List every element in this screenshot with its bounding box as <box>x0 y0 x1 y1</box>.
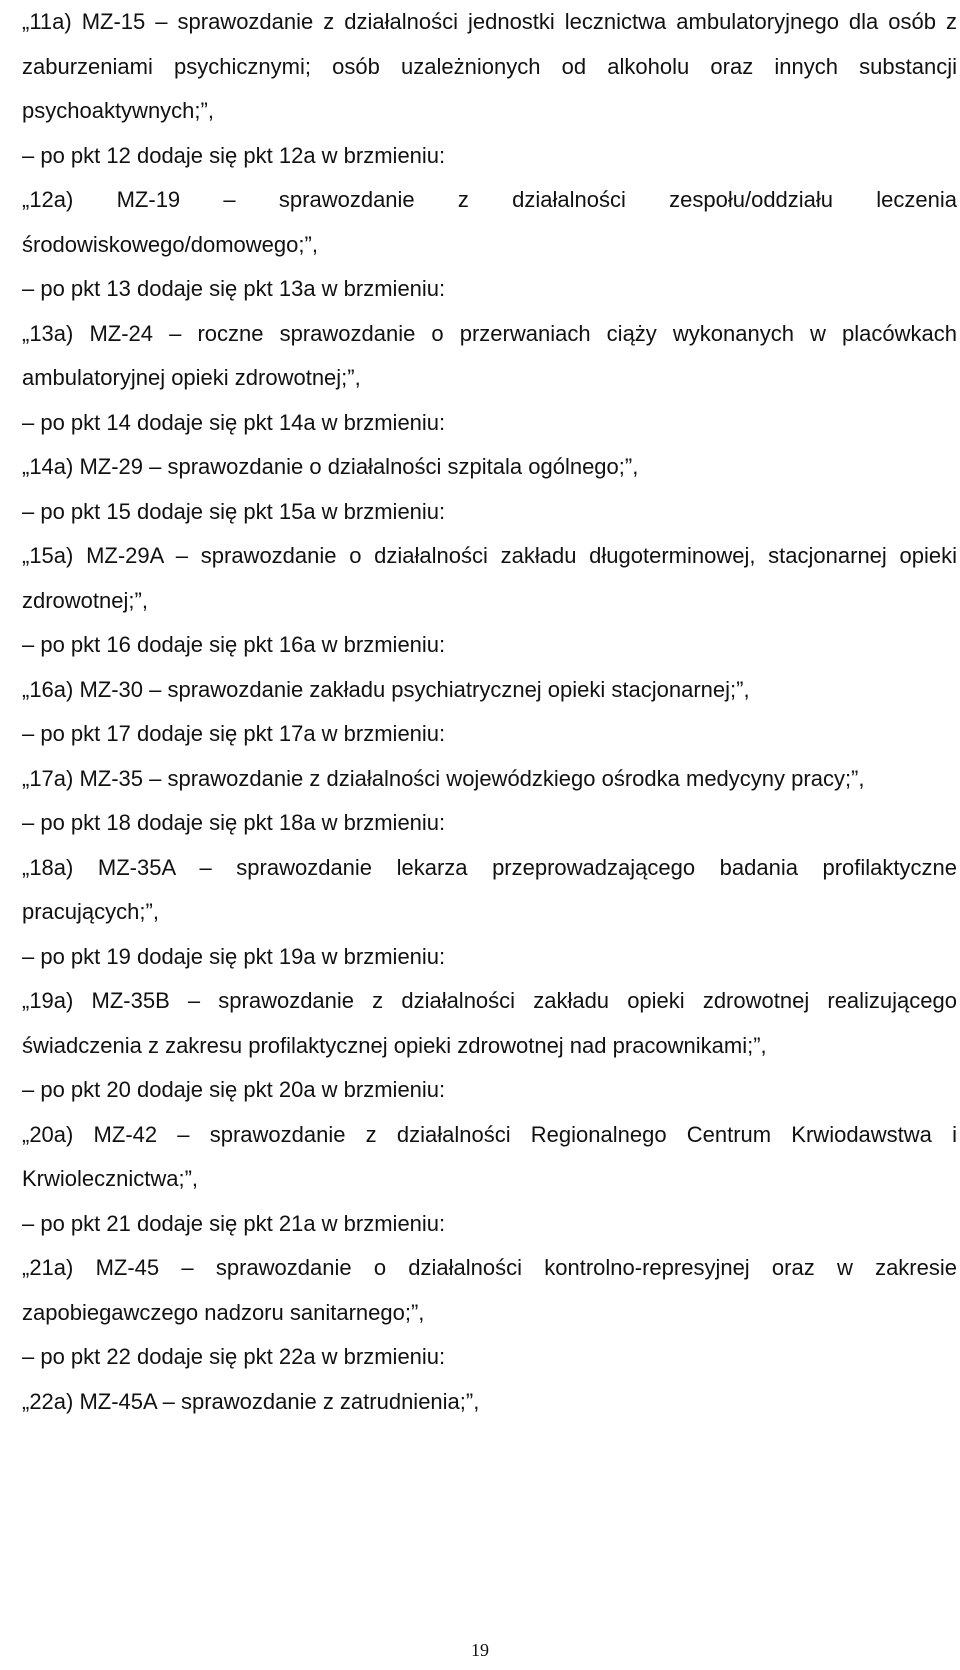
amendment-intro-13: – po pkt 13 dodaje się pkt 13a w brzmieniu: <box>22 276 446 301</box>
amendment-intro-19: – po pkt 19 dodaje się pkt 19a w brzmieniu: <box>22 943 446 969</box>
amendment-item-17a: „17a) MZ-35 – sprawozdanie z działalności wojewódzkiego ośrodka medycyny pracy;”, <box>22 765 865 791</box>
amendment-item-11a: „11a) MZ-15 – sprawozdanie z działalności jednostki lecznictwa ambulatoryjnego dla osób z zaburzeniami psychicznymi; osób uzależnionych od alkoholu oraz innych substancji psychoaktywnych;”, <box>22 9 957 123</box>
amendment-item-18a: „18a) MZ-35A – sprawozdanie lekarza przeprowadzającego badania profilaktyczne pracujących;”, <box>22 854 957 924</box>
amendment-item-15a: „15a) MZ-29A – sprawozdanie o działalności zakładu długoterminowej, stacjonarnej opieki zdrowotnej;”, <box>22 543 957 613</box>
amendment-item-14a: „14a) MZ-29 – sprawozdanie o działalności szpitala ogólnego;”, <box>22 454 639 479</box>
amendment-intro-21: – po pkt 21 dodaje się pkt 21a w brzmieniu: <box>22 1210 446 1236</box>
amendment-intro-15: – po pkt 15 dodaje się pkt 15a w brzmieniu: <box>22 498 446 524</box>
amendment-intro-17: – po pkt 17 dodaje się pkt 17a w brzmieniu: <box>22 721 446 746</box>
amendment-item-22a: „22a) MZ-45A – sprawozdanie z zatrudnienia;”, <box>22 1388 480 1414</box>
amendment-item-21a: „21a) MZ-45 – sprawozdanie o działalności kontrolno-represyjnej oraz w zakresie zapobiegawczego nadzoru sanitarnego;”, <box>22 1255 957 1325</box>
page-number: 19 <box>471 1640 489 1660</box>
amendment-item-13a: „13a) MZ-24 – roczne sprawozdanie o przerwaniach ciąży wykonanych w placówkach ambulatoryjnej opieki zdrowotnej;”, <box>22 320 957 390</box>
amendment-item-16a: „16a) MZ-30 – sprawozdanie zakładu psychiatrycznej opieki stacjonarnej;”, <box>22 676 750 702</box>
amendment-item-12a: „12a) MZ-19 – sprawozdanie z działalności zespołu/oddziału leczenia środowiskowego/domowego;”, <box>22 187 957 257</box>
document-body <box>22 0 957 1424</box>
amendment-intro-18: – po pkt 18 dodaje się pkt 18a w brzmieniu: <box>22 810 446 835</box>
amendment-intro-14: – po pkt 14 dodaje się pkt 14a w brzmieniu: <box>22 409 446 435</box>
amendment-item-19a: „19a) MZ-35B – sprawozdanie z działalności zakładu opieki zdrowotnej realizującego świadczenia z zakresu profilaktycznej opieki zdrowotnej nad pracownikami;”, <box>22 988 957 1058</box>
amendment-intro-12: – po pkt 12 dodaje się pkt 12a w brzmieniu: <box>22 142 446 168</box>
amendment-intro-20: – po pkt 20 dodaje się pkt 20a w brzmieniu: <box>22 1077 446 1102</box>
amendment-intro-22: – po pkt 22 dodaje się pkt 22a w brzmieniu: <box>22 1344 446 1369</box>
amendment-item-20a: „20a) MZ-42 – sprawozdanie z działalności Regionalnego Centrum Krwiodawstwa i Krwiolecznictwa;”, <box>22 1121 957 1191</box>
amendment-intro-16: – po pkt 16 dodaje się pkt 16a w brzmieniu: <box>22 632 446 657</box>
